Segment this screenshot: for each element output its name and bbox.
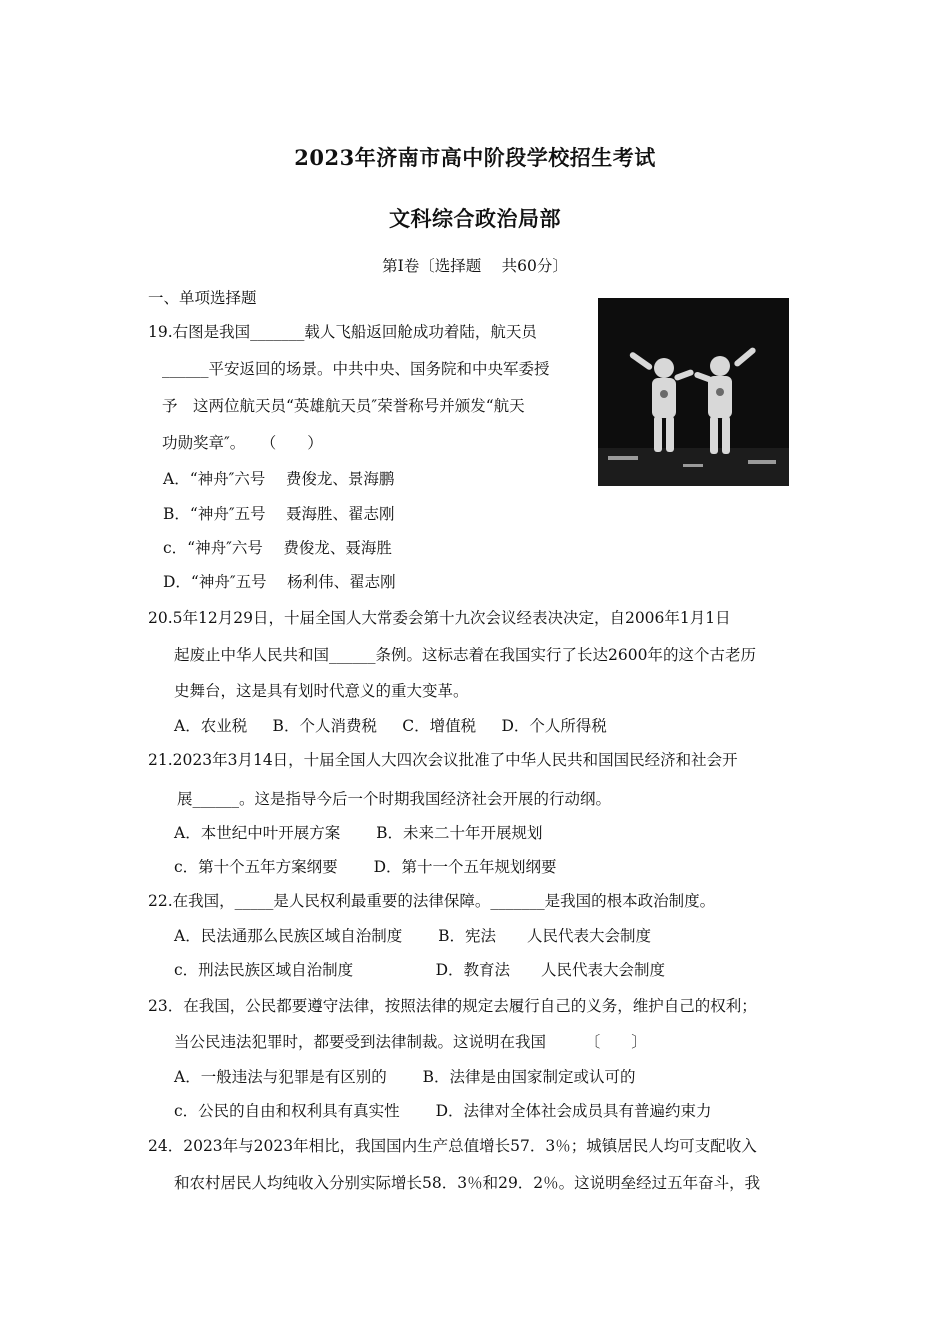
question-23-line-2: 当公民违法犯罪时，都要受到法律制裁。这说明在我国 〔 〕: [174, 1033, 647, 1051]
part-heading: 一、单项选择题: [148, 289, 257, 307]
exam-title: 2023年济南市高中阶段学校招生考试: [294, 145, 656, 170]
question-21-line-2: 展______。这是指导今后一个时期我国经济社会开展的行动纲。: [177, 790, 612, 808]
question-23-option-cd: c．公民的自由和权利具有真实性 D．法律对全体社会成员具有普遍约束力: [174, 1102, 712, 1120]
astronauts-photo: [598, 298, 789, 486]
question-20-line-1: 20.5年12月29日，十届全国人大常委会第十九次会议经表决决定，自2006年1月1日: [148, 609, 731, 627]
question-21-option-ab: A．本世纪中叶开展方案 B．未来二十年开展规划: [174, 824, 543, 842]
question-23-option-ab: A．一般违法与犯罪是有区别的 B．法律是由国家制定或认可的: [174, 1068, 636, 1086]
question-20-line-3: 史舞台，这是具有划时代意义的重大变革。: [174, 682, 469, 700]
section-label: 第Ⅰ卷〔选择题 共60分〕: [382, 257, 568, 275]
question-22-option-ab: A．民法通那么民族区域自治制度 B．宪法 人民代表大会制度: [174, 927, 652, 945]
question-24-line-2: 和农村居民人均纯收入分别实际增长58．3％和29．2％。这说明垒经过五年奋斗，我: [174, 1174, 761, 1192]
question-19-line-1: 19.右图是我国_______载人飞船返回舱成功着陆，航天员: [148, 323, 537, 341]
question-19-line-2: ______平安返回的场景。中共中央、国务院和中央军委授: [162, 360, 550, 378]
question-22-line-1: 22.在我国，_____是人民权利最重要的法律保障。_______是我国的根本政治制度。: [148, 892, 716, 910]
question-21-line-1: 21.2023年3月14日，十届全国人大四次会议批准了中华人民共和国国民经济和社会开: [148, 751, 738, 769]
question-22-option-cd: c．刑法民族区域自治制度 D．教育法 人民代表大会制度: [174, 961, 666, 979]
question-19-option-c: c．“神舟″六号 费俊龙、聂海胜: [163, 539, 392, 557]
question-19-line-3: 予 这两位航天员“英雄航天员″荣誉称号并颁发“航天: [162, 397, 525, 415]
exam-subtitle: 文科综合政治局部: [389, 206, 561, 231]
question-19-line-4: 功勋奖章″。 （ ）: [162, 434, 323, 452]
question-21-option-cd: c．第十个五年方案纲要 D．第十一个五年规划纲要: [174, 858, 557, 876]
question-19-option-a: A．“神舟″六号 费俊龙、景海鹏: [163, 470, 395, 488]
question-20-line-2: 起废止中华人民共和国______条例。这标志着在我国实行了长达2600年的这个古老历: [174, 646, 756, 664]
question-20-options: A．农业税 B．个人消费税 C．增值税 D．个人所得税: [174, 717, 607, 735]
question-19-option-d: D．“神舟″五号 杨利伟、翟志刚: [163, 573, 396, 591]
question-23-line-1: 23．在我国，公民都要遵守法律，按照法律的规定去履行自己的义务，维护自己的权利；: [148, 997, 757, 1015]
question-24-line-1: 24．2023年与2023年相比，我国国内生产总值增长57．3％；城镇居民人均可支配收入: [148, 1137, 757, 1155]
question-19-option-b: B．“神舟″五号 聂海胜、翟志刚: [163, 505, 395, 523]
